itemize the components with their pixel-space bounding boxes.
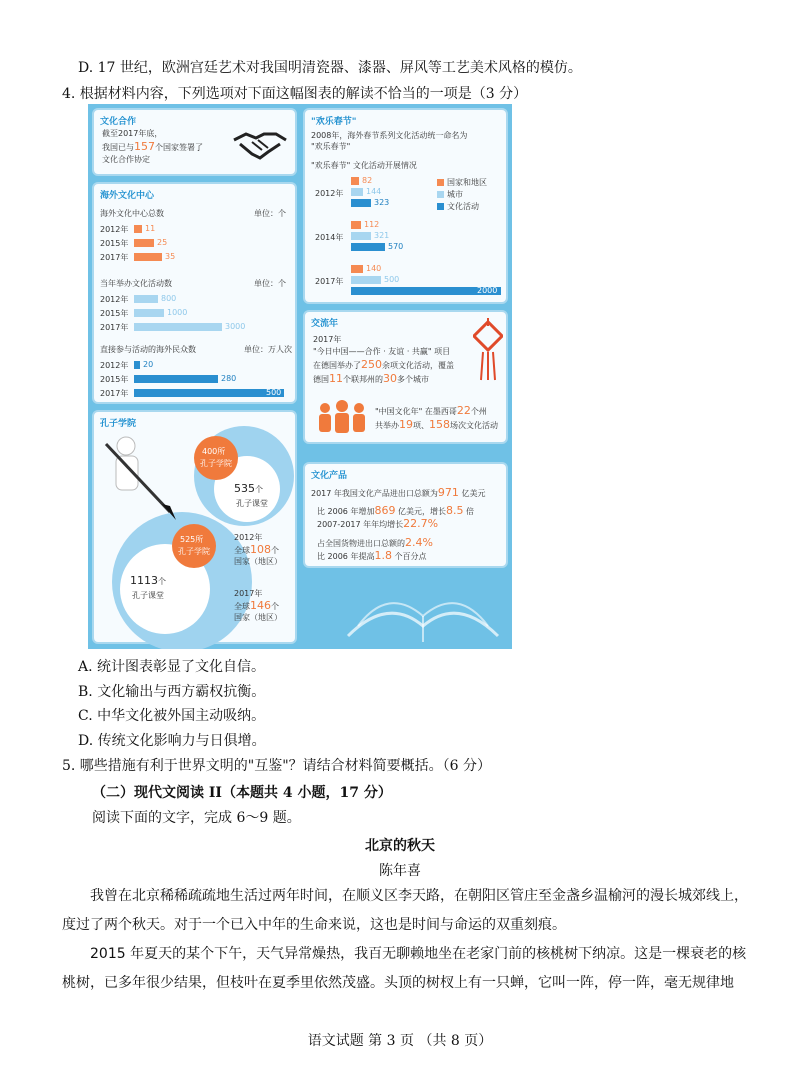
bar-people-2012 (134, 361, 140, 369)
question-4: 4. 根据材料内容，下列选项对下面这幅图表的解读不恰当的一项是（3 分） (62, 86, 528, 102)
option-a: A. 统计图表彰显了文化自信。 (78, 659, 266, 675)
question-5: 5. 哪些措施有利于世界文明的"互鉴"？请结合材料简要概括。（6 分） (62, 758, 492, 774)
bar-center-2012 (134, 225, 142, 233)
panel-culture-coop: 文化合作 截至2017年底， 我国已与157个国家签署了 文化合作协定 (92, 108, 297, 176)
bar-people-2017 (134, 389, 284, 397)
option-d: D. 传统文化影响力与日俱增。 (78, 733, 266, 749)
panel-exchange-year: 交流年 2017年 "今日中国——合作 · 友谊 · 共赢" 项目 在德国举办了250余项文化活动，覆盖 德国11个联邦州的30多个城市 "中国文化年" 在墨西哥22个州 共举办19项、158场次文化活动 (303, 310, 508, 444)
paragraph-1: 我曾在北京稀稀疏疏地生活过两年时间，在顺义区李天路，在朝阳区管庄至金盏乡温榆河的漫长城郊线上，度过了两个秋天。对于一个已入中年的生命来说，这也是时间与命运的双重刻痕。 (62, 888, 748, 933)
brush-figure-icon (100, 432, 180, 522)
panel-confucius: 孔子学院 400所 孔子学院 535个 孔子课堂 525所 孔子学院 1113个 孔子课堂 2012年 全球108个 国家（地区） 2017年 全球146个 国家（地区） (92, 410, 297, 644)
bar-center-2015 (134, 239, 154, 247)
handshake-icon (232, 130, 288, 162)
bar-people-2015 (134, 375, 218, 383)
panel-title: 文化合作 (100, 117, 137, 127)
bar-center-2017 (134, 253, 162, 261)
panel-spring-festival: "欢乐春节" 2008年，海外春节系列文化活动统一命名为 "欢乐春节" "欢乐春节" 文化活动开展情况 国家和地区 城市 文化活动 2012年 82 144 323 2014年 112 321 570 2017年 140 500 2000 (303, 108, 508, 304)
article-title: 北京的秋天 (365, 838, 435, 854)
panel-culture-products: 文化产品 2017 年我国文化产品进出口总额为971 亿美元 比 2006 年增加869 亿美元，增长8.5 倍 2007-2017 年年均增长22.7% 占全国货物进出口总额的2.4% 比 2006 年提高1.8 个百分点 (303, 462, 508, 568)
bar-activity-2012 (134, 295, 158, 303)
people-icon (315, 400, 369, 434)
bar-activity-2015 (134, 309, 164, 317)
option-d-previous: D. 17 世纪，欧洲宫廷艺术对我国明清瓷器、漆器、屏风等工艺美术风格的模仿。 (78, 60, 582, 76)
option-b: B. 文化输出与西方霸权抗衡。 (78, 684, 266, 700)
bar-activity-2017 (134, 323, 222, 331)
book-icon (338, 576, 508, 646)
paragraph-2: 2015 年夏天的某个下午，天气异常燥热，我百无聊赖地坐在老家门前的核桃树下纳凉。这是一棵衰老的核桃树，已多年很少结果，但枝叶在夏季里依然茂盛。头顶的树杈上有一只蝉，它叫一阵，停一阵，毫无规律地 (62, 946, 747, 991)
panel-overseas-center: 海外文化中心 海外文化中心总数 单位：个 2012年 11 2015年 25 2017年 35 当年举办文化活动数 单位：个 2012年 800 2015年 1000 2017年 3000 直接参与活动的海外民众数 单位：万人次 2012年 20 2015年 280 2017年 500 (92, 182, 297, 404)
infographic (88, 104, 512, 649)
instruction: 阅读下面的文字，完成 6～9 题。 (92, 810, 301, 826)
option-c: C. 中华文化被外国主动吸纳。 (78, 708, 266, 724)
author: 陈年喜 (379, 863, 421, 879)
section-title: （二）现代文阅读 II（本题共 4 小题，17 分） (92, 785, 392, 801)
page-footer: 语文试题 第 3 页 （共 8 页） (307, 1033, 493, 1049)
chinese-knot-icon (473, 318, 503, 382)
